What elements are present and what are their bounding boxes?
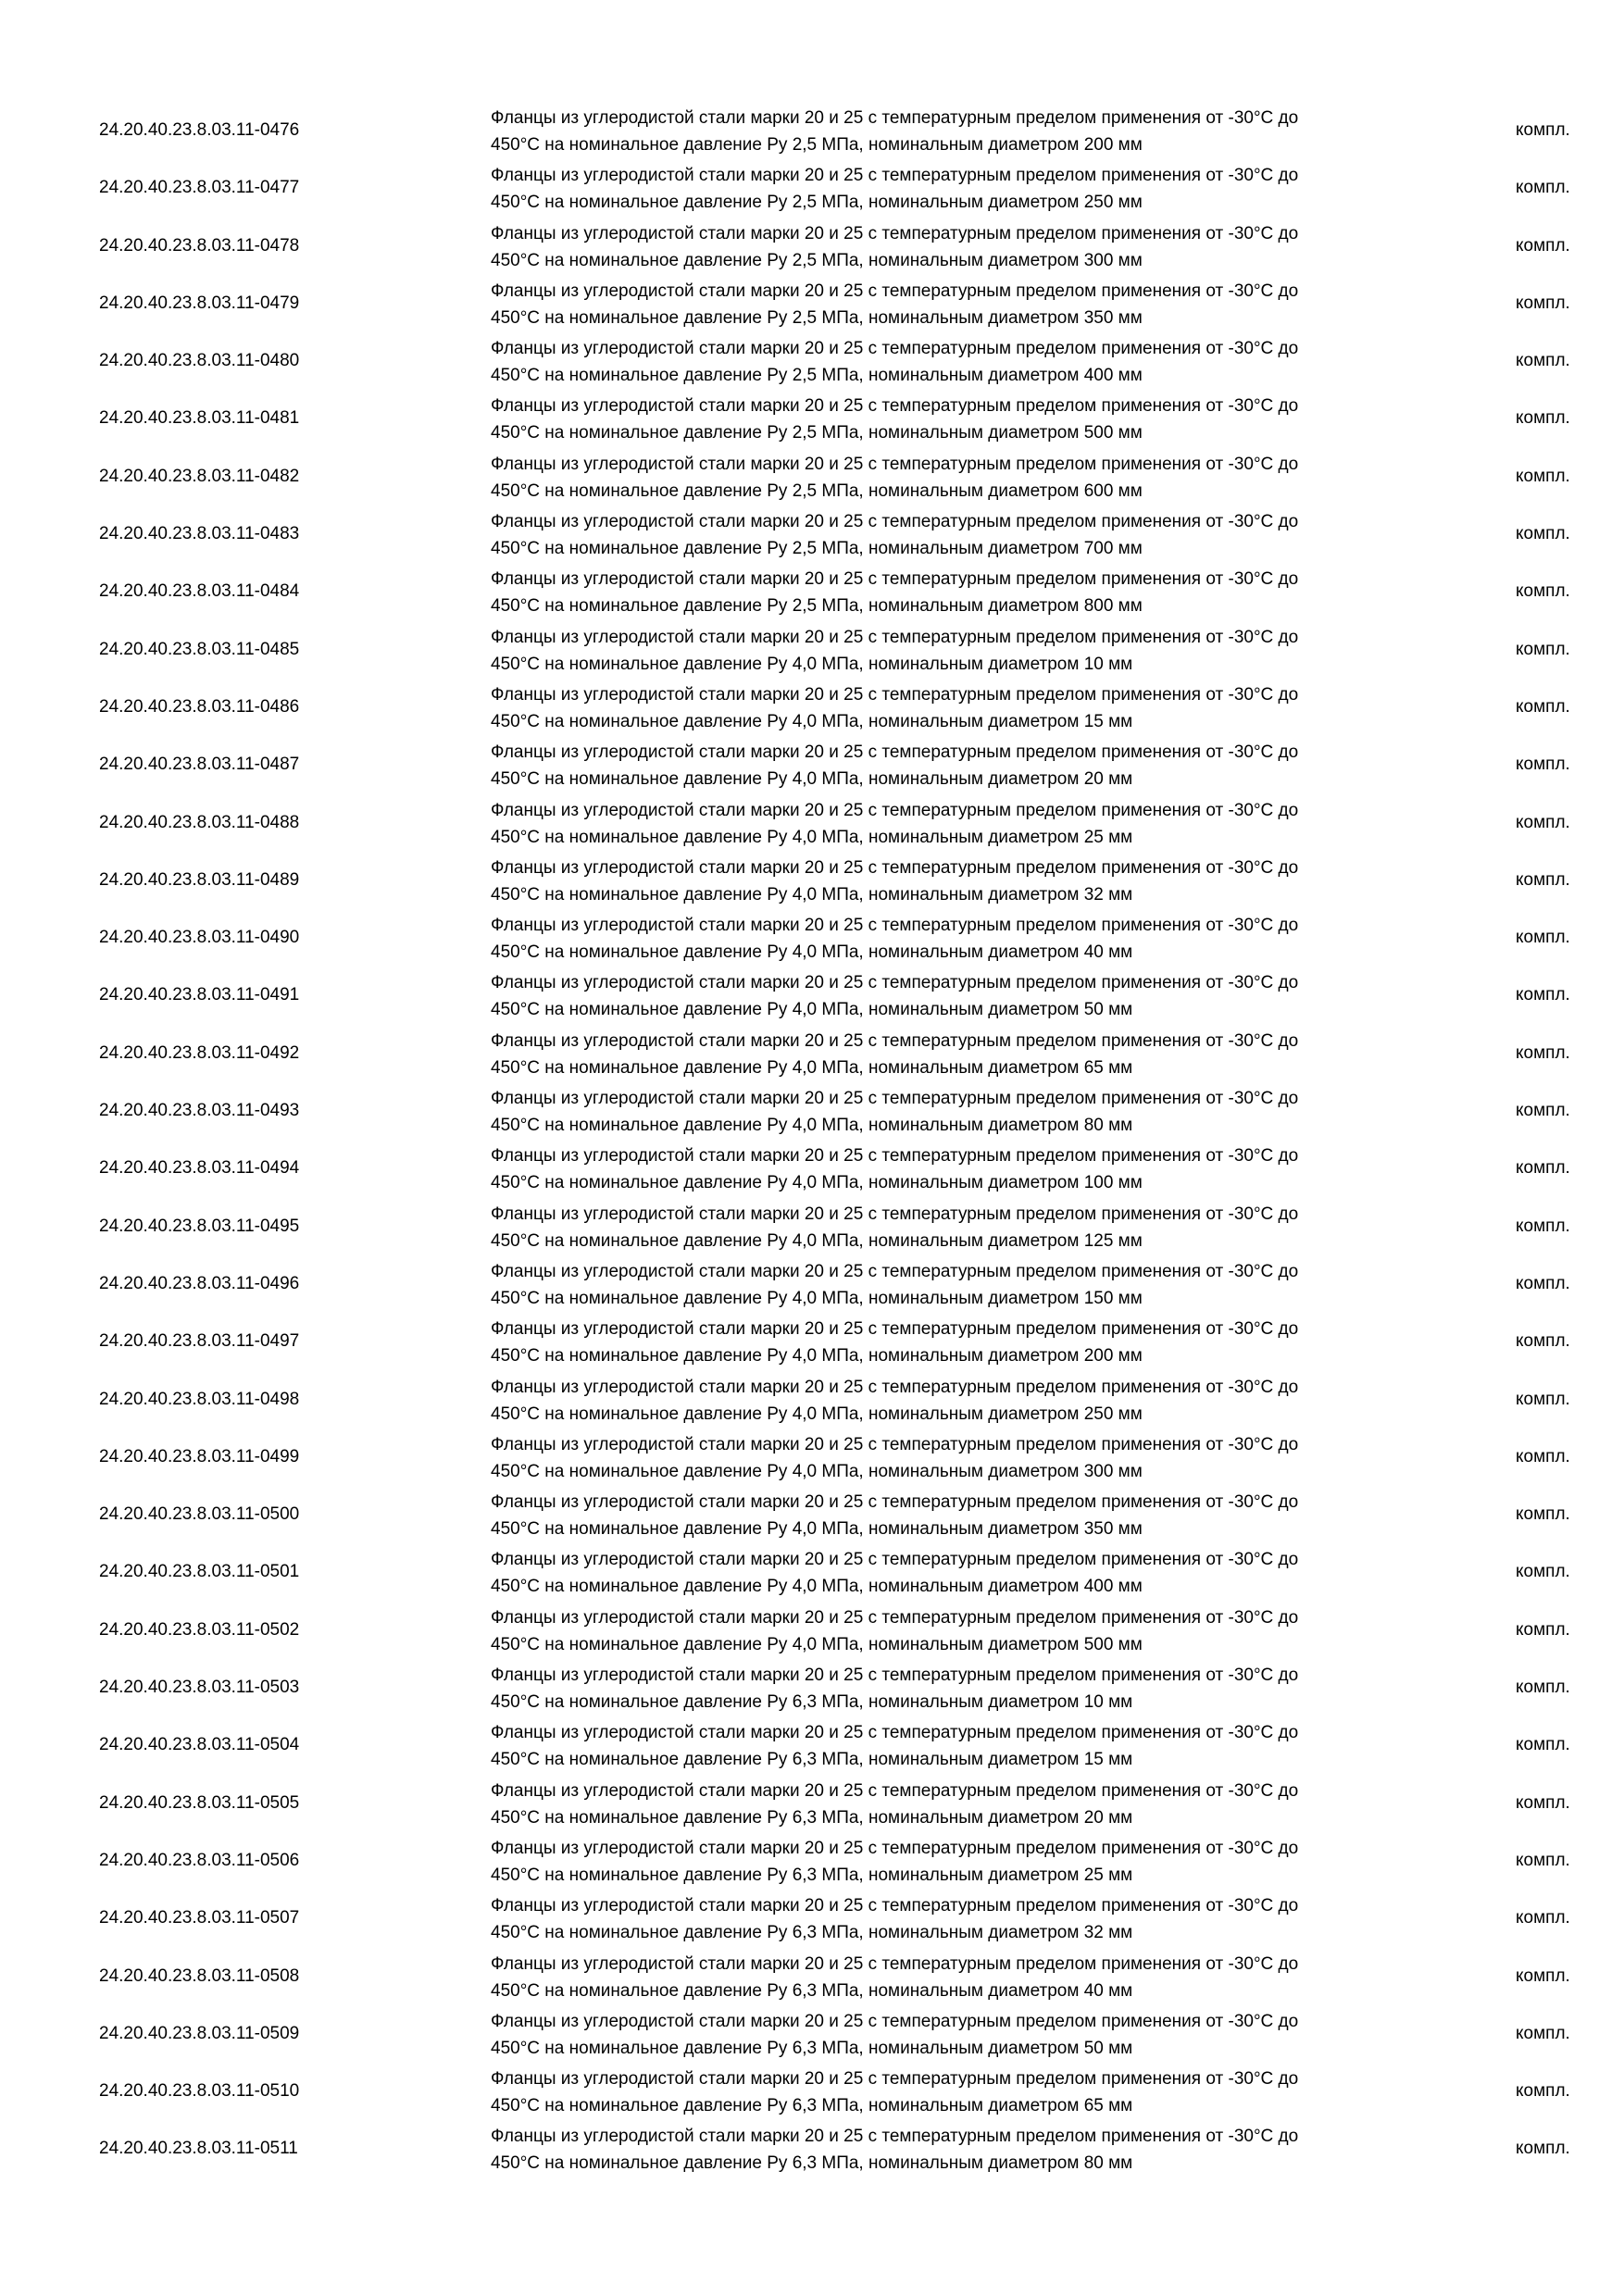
item-description-line-1: Фланцы из углеродистой стали марки 20 и 25 с температурным пределом применения от -30°С до	[491, 166, 1299, 186]
table-row	[0, 967, 1624, 1024]
item-code: 24.20.40.23.8.03.11-0484	[99, 581, 300, 602]
item-description-line-1: Фланцы из углеродистой стали марки 20 и 25 с температурным пределом применения от -30°С до	[491, 1896, 1299, 1916]
item-description-line-1: Фланцы из углеродистой стали марки 20 и 25 с температурным пределом применения от -30°С до	[491, 281, 1299, 301]
item-unit: компл.	[1516, 581, 1570, 602]
item-description	[491, 451, 1435, 505]
item-description-line-2: 450°С на номинальное давление Ру 2,5 МПа, номинальным диаметром 250 мм	[491, 193, 1143, 213]
item-description-line-2: 450°С на номинальное давление Ру 4,0 МПа, номинальным диаметром 50 мм	[491, 1000, 1133, 1020]
item-code: 24.20.40.23.8.03.11-0489	[99, 869, 300, 890]
item-code: 24.20.40.23.8.03.11-0491	[99, 985, 300, 1005]
item-description-line-2: 450°С на номинальное давление Ру 6,3 МПа, номинальным диаметром 32 мм	[491, 1923, 1133, 1943]
table-row	[0, 1716, 1624, 1774]
item-description-line-2: 450°С на номинальное давление Ру 4,0 МПа, номинальным диаметром 25 мм	[491, 827, 1133, 847]
item-description	[491, 2008, 1435, 2062]
item-description	[491, 393, 1435, 446]
item-description-line-1: Фланцы из углеродистой стали марки 20 и 25 с температурным пределом применения от -30°С до	[491, 684, 1299, 705]
item-description-line-2: 450°С на номинальное давление Ру 4,0 МПа, номинальным диаметром 20 мм	[491, 769, 1133, 790]
item-unit: компл.	[1516, 1792, 1570, 1813]
item-unit: компл.	[1516, 1965, 1570, 1986]
item-description	[491, 1374, 1435, 1428]
item-unit: компл.	[1516, 869, 1570, 890]
item-code: 24.20.40.23.8.03.11-0511	[99, 2139, 298, 2159]
item-code: 24.20.40.23.8.03.11-0486	[99, 696, 300, 717]
item-unit: компл.	[1516, 1216, 1570, 1236]
item-description-line-1: Фланцы из углеродистой стали марки 20 и 25 с температурным пределом применения от -30°С до	[491, 1030, 1299, 1051]
item-description-line-2: 450°С на номинальное давление Ру 4,0 МПа, номинальным диаметром 300 мм	[491, 1461, 1143, 1481]
item-description	[491, 566, 1435, 619]
item-description-line-1: Фланцы из углеродистой стали марки 20 и 25 с температурным пределом применения от -30°С до	[491, 1377, 1299, 1397]
item-description-line-1: Фланцы из углеродистой стали марки 20 и 25 с температурным пределом применения от -30°С до	[491, 1666, 1299, 1686]
item-description-line-1: Фланцы из углеродистой стали марки 20 и 25 с температурным пределом применения от -30°С до	[491, 1953, 1299, 1974]
item-code: 24.20.40.23.8.03.11-0500	[99, 1504, 300, 1525]
table-row	[0, 1602, 1624, 1659]
item-code: 24.20.40.23.8.03.11-0482	[99, 466, 300, 486]
item-description-line-1: Фланцы из углеродистой стали марки 20 и 25 с температурным пределом применения от -30°С до	[491, 1492, 1299, 1513]
table-row	[0, 1313, 1624, 1370]
item-unit: компл.	[1516, 293, 1570, 313]
table-row	[0, 1486, 1624, 1543]
table-row	[0, 909, 1624, 967]
item-description-line-2: 450°С на номинальное давление Ру 2,5 МПа, номинальным диаметром 400 мм	[491, 366, 1143, 386]
item-description-line-2: 450°С на номинальное давление Ру 4,0 МПа, номинальным диаметром 250 мм	[491, 1404, 1143, 1424]
item-description-line-1: Фланцы из углеродистой стали марки 20 и 25 с температурным пределом применения от -30°С до	[491, 2011, 1299, 2031]
table-row	[0, 1082, 1624, 1140]
price-list-table	[0, 102, 1624, 2178]
item-description	[491, 162, 1435, 216]
table-row	[0, 1775, 1624, 1832]
item-unit: компл.	[1516, 1101, 1570, 1121]
item-code: 24.20.40.23.8.03.11-0502	[99, 1619, 300, 1640]
item-description-line-1: Фланцы из углеродистой стали марки 20 и 25 с температурным пределом применения от -30°С до	[491, 512, 1299, 532]
item-description-line-2: 450°С на номинальное давление Ру 4,0 МПа, номинальным диаметром 350 мм	[491, 1519, 1143, 1540]
item-description-line-2: 450°С на номинальное давление Ру 6,3 МПа, номинальным диаметром 65 мм	[491, 2096, 1133, 2116]
item-description-line-2: 450°С на номинальное давление Ру 2,5 МПа, номинальным диаметром 700 мм	[491, 539, 1143, 559]
table-row	[0, 852, 1624, 909]
item-description-line-1: Фланцы из углеродистой стали марки 20 и 25 с температурным пределом применения от -30°С до	[491, 1550, 1299, 1570]
table-row	[0, 505, 1624, 563]
table-row	[0, 621, 1624, 679]
item-description-line-2: 450°С на номинальное давление Ру 4,0 МПа, номинальным диаметром 100 мм	[491, 1173, 1143, 1193]
item-description-line-1: Фланцы из углеродистой стали марки 20 и 25 с температурным пределом применения от -30°С до	[491, 396, 1299, 417]
item-description	[491, 624, 1435, 678]
item-description-line-2: 450°С на номинальное давление Ру 4,0 МПа, номинальным диаметром 40 мм	[491, 942, 1133, 963]
item-code: 24.20.40.23.8.03.11-0480	[99, 351, 300, 371]
item-unit: компл.	[1516, 524, 1570, 544]
table-row	[0, 218, 1624, 275]
table-row	[0, 1198, 1624, 1255]
item-code: 24.20.40.23.8.03.11-0499	[99, 1446, 300, 1466]
item-description	[491, 1489, 1435, 1542]
item-description-line-2: 450°С на номинальное давление Ру 4,0 МПа, номинальным диаметром 125 мм	[491, 1230, 1143, 1251]
table-row	[0, 1429, 1624, 1486]
item-description-line-1: Фланцы из углеродистой стали марки 20 и 25 с температурным пределом применения от -30°С до	[491, 1838, 1299, 1858]
item-code: 24.20.40.23.8.03.11-0478	[99, 235, 300, 256]
item-description-line-1: Фланцы из углеродистой стали марки 20 и 25 с температурным пределом применения от -30°С до	[491, 1319, 1299, 1340]
item-description-line-1: Фланцы из углеродистой стали марки 20 и 25 с температурным пределом применения от -30°С до	[491, 800, 1299, 820]
table-row	[0, 679, 1624, 736]
item-description	[491, 220, 1435, 274]
item-code: 24.20.40.23.8.03.11-0497	[99, 1331, 300, 1352]
item-description	[491, 508, 1435, 562]
item-code: 24.20.40.23.8.03.11-0492	[99, 1042, 300, 1063]
item-description-line-1: Фланцы из углеродистой стали марки 20 и 25 с температурным пределом применения от -30°С до	[491, 1607, 1299, 1628]
item-description-line-2: 450°С на номинальное давление Ру 6,3 МПа, номинальным диаметром 40 мм	[491, 1980, 1133, 2001]
item-description-line-2: 450°С на номинальное давление Ру 2,5 МПа, номинальным диаметром 350 мм	[491, 307, 1143, 328]
item-code: 24.20.40.23.8.03.11-0494	[99, 1158, 300, 1179]
table-row	[0, 1832, 1624, 1890]
item-description	[491, 335, 1435, 389]
item-description	[491, 1546, 1435, 1600]
table-row	[0, 1659, 1624, 1716]
item-unit: компл.	[1516, 2023, 1570, 2043]
item-description-line-2: 450°С на номинальное давление Ру 4,0 МПа, номинальным диаметром 15 мм	[491, 711, 1133, 731]
item-unit: компл.	[1516, 1042, 1570, 1063]
item-unit: компл.	[1516, 2139, 1570, 2159]
item-code: 24.20.40.23.8.03.11-0481	[99, 408, 300, 429]
item-description	[491, 681, 1435, 735]
item-unit: компл.	[1516, 1331, 1570, 1352]
table-row	[0, 2005, 1624, 2063]
item-unit: компл.	[1516, 1158, 1570, 1179]
item-description	[491, 1085, 1435, 1139]
item-description	[491, 1951, 1435, 2004]
item-description-line-2: 450°С на номинальное давление Ру 4,0 МПа, номинальным диаметром 200 мм	[491, 1346, 1143, 1366]
item-unit: компл.	[1516, 1446, 1570, 1466]
item-code: 24.20.40.23.8.03.11-0487	[99, 755, 300, 775]
item-unit: компл.	[1516, 178, 1570, 198]
item-description	[491, 797, 1435, 851]
item-unit: компл.	[1516, 985, 1570, 1005]
table-row	[0, 1255, 1624, 1313]
item-unit: компл.	[1516, 1504, 1570, 1525]
item-description	[491, 1778, 1435, 1831]
item-code: 24.20.40.23.8.03.11-0506	[99, 1850, 300, 1870]
table-row	[0, 563, 1624, 620]
table-row	[0, 448, 1624, 505]
item-unit: компл.	[1516, 755, 1570, 775]
item-description-line-2: 450°С на номинальное давление Ру 4,0 МПа, номинальным диаметром 65 мм	[491, 1057, 1133, 1078]
table-row	[0, 275, 1624, 332]
item-code: 24.20.40.23.8.03.11-0488	[99, 812, 300, 832]
item-description	[491, 1662, 1435, 1716]
item-code: 24.20.40.23.8.03.11-0503	[99, 1678, 300, 1698]
item-description	[491, 855, 1435, 908]
item-code: 24.20.40.23.8.03.11-0479	[99, 293, 300, 313]
item-description-line-1: Фланцы из углеродистой стали марки 20 и 25 с температурным пределом применения от -30°С до	[491, 1146, 1299, 1167]
table-row	[0, 1890, 1624, 1947]
table-row	[0, 390, 1624, 447]
item-unit: компл.	[1516, 1273, 1570, 1293]
item-code: 24.20.40.23.8.03.11-0504	[99, 1735, 300, 1755]
item-description-line-2: 450°С на номинальное давление Ру 4,0 МПа, номинальным диаметром 150 мм	[491, 1288, 1143, 1308]
item-description	[491, 739, 1435, 792]
item-description-line-1: Фланцы из углеродистой стали марки 20 и 25 с температурным пределом применения от -30°С до	[491, 627, 1299, 647]
item-code: 24.20.40.23.8.03.11-0510	[99, 2081, 300, 2102]
item-description-line-1: Фланцы из углеродистой стали марки 20 и 25 с температурным пределом применения от -30°С до	[491, 973, 1299, 993]
item-description-line-2: 450°С на номинальное давление Ру 2,5 МПа, номинальным диаметром 500 мм	[491, 423, 1143, 443]
item-unit: компл.	[1516, 408, 1570, 429]
table-row	[0, 794, 1624, 852]
item-description-line-1: Фланцы из углеродистой стали марки 20 и 25 с температурным пределом применения от -30°С до	[491, 1780, 1299, 1801]
item-description	[491, 2065, 1435, 2119]
item-description-line-2: 450°С на номинальное давление Ру 4,0 МПа, номинальным диаметром 10 мм	[491, 654, 1133, 674]
item-code: 24.20.40.23.8.03.11-0509	[99, 2023, 300, 2043]
item-description-line-2: 450°С на номинальное давление Ру 2,5 МПа, номинальным диаметром 800 мм	[491, 596, 1143, 617]
item-code: 24.20.40.23.8.03.11-0501	[99, 1562, 300, 1582]
item-description	[491, 1316, 1435, 1369]
item-description	[491, 1201, 1435, 1254]
item-description	[491, 1604, 1435, 1658]
item-description-line-1: Фланцы из углеродистой стали марки 20 и 25 с температурным пределом применения от -30°С до	[491, 1434, 1299, 1454]
item-unit: компл.	[1516, 1735, 1570, 1755]
item-description	[491, 2123, 1435, 2177]
table-row	[0, 1371, 1624, 1429]
item-unit: компл.	[1516, 466, 1570, 486]
item-unit: компл.	[1516, 351, 1570, 371]
item-description-line-1: Фланцы из углеродистой стали марки 20 и 25 с температурным пределом применения от -30°С до	[491, 223, 1299, 243]
item-description	[491, 1258, 1435, 1312]
item-unit: компл.	[1516, 2081, 1570, 2102]
item-unit: компл.	[1516, 1678, 1570, 1698]
item-code: 24.20.40.23.8.03.11-0490	[99, 928, 300, 948]
table-row	[0, 2063, 1624, 2120]
item-unit: компл.	[1516, 696, 1570, 717]
item-description-line-1: Фланцы из углеродистой стали марки 20 и 25 с температурным пределом применения от -30°С до	[491, 1089, 1299, 1109]
table-row	[0, 2120, 1624, 2177]
item-unit: компл.	[1516, 1850, 1570, 1870]
item-description	[491, 278, 1435, 331]
table-row	[0, 159, 1624, 217]
item-description-line-2: 450°С на номинальное давление Ру 4,0 МПа, номинальным диаметром 32 мм	[491, 884, 1133, 905]
item-description	[491, 1835, 1435, 1889]
item-description	[491, 969, 1435, 1023]
item-description-line-2: 450°С на номинальное давление Ру 6,3 МПа, номинальным диаметром 80 мм	[491, 2153, 1133, 2174]
item-description-line-1: Фланцы из углеродистой стали марки 20 и 25 с температурным пределом применения от -30°С до	[491, 569, 1299, 590]
item-unit: компл.	[1516, 120, 1570, 140]
item-description	[491, 1719, 1435, 1773]
item-description-line-2: 450°С на номинальное давление Ру 4,0 МПа, номинальным диаметром 400 мм	[491, 1577, 1143, 1597]
item-description-line-1: Фланцы из углеродистой стали марки 20 и 25 с температурным пределом применения от -30°С до	[491, 742, 1299, 763]
item-code: 24.20.40.23.8.03.11-0495	[99, 1216, 300, 1236]
item-description-line-2: 450°С на номинальное давление Ру 2,5 МПа, номинальным диаметром 300 мм	[491, 250, 1143, 270]
table-row	[0, 1948, 1624, 2005]
item-description	[491, 1028, 1435, 1081]
item-unit: компл.	[1516, 812, 1570, 832]
item-description-line-1: Фланцы из углеродистой стали марки 20 и 25 с температурным пределом применения от -30°С до	[491, 1723, 1299, 1743]
item-description-line-1: Фланцы из углеродистой стали марки 20 и 25 с температурным пределом применения от -30°С до	[491, 339, 1299, 359]
table-row	[0, 1140, 1624, 1197]
item-code: 24.20.40.23.8.03.11-0507	[99, 1908, 300, 1928]
item-description-line-1: Фланцы из углеродистой стали марки 20 и 25 с температурным пределом применения от -30°С до	[491, 916, 1299, 936]
item-code: 24.20.40.23.8.03.11-0477	[99, 178, 300, 198]
item-description-line-2: 450°С на номинальное давление Ру 6,3 МПа, номинальным диаметром 50 мм	[491, 2038, 1133, 2058]
item-description-line-1: Фланцы из углеродистой стали марки 20 и 25 с температурным пределом применения от -30°С до	[491, 2127, 1299, 2147]
item-code: 24.20.40.23.8.03.11-0498	[99, 1389, 300, 1409]
item-description-line-1: Фланцы из углеродистой стали марки 20 и 25 с температурным пределом применения от -30°С до	[491, 454, 1299, 474]
item-unit: компл.	[1516, 639, 1570, 659]
item-description	[491, 105, 1435, 158]
item-unit: компл.	[1516, 928, 1570, 948]
item-description	[491, 1142, 1435, 1196]
item-description-line-2: 450°С на номинальное давление Ру 4,0 МПа, номинальным диаметром 500 мм	[491, 1634, 1143, 1654]
item-code: 24.20.40.23.8.03.11-0505	[99, 1792, 300, 1813]
item-description-line-2: 450°С на номинальное давление Ру 6,3 МПа, номинальным диаметром 15 мм	[491, 1750, 1133, 1770]
item-code: 24.20.40.23.8.03.11-0476	[99, 120, 300, 140]
item-code: 24.20.40.23.8.03.11-0493	[99, 1101, 300, 1121]
item-code: 24.20.40.23.8.03.11-0483	[99, 524, 300, 544]
item-description-line-2: 450°С на номинальное давление Ру 2,5 МПа, номинальным диаметром 200 мм	[491, 135, 1143, 155]
item-unit: компл.	[1516, 1389, 1570, 1409]
item-code: 24.20.40.23.8.03.11-0496	[99, 1273, 300, 1293]
item-description-line-1: Фланцы из углеродистой стали марки 20 и 25 с температурным пределом применения от -30°С до	[491, 857, 1299, 878]
item-description-line-1: Фланцы из углеродистой стали марки 20 и 25 с температурным пределом применения от -30°С до	[491, 1261, 1299, 1281]
table-row	[0, 102, 1624, 159]
table-row	[0, 332, 1624, 390]
item-description-line-2: 450°С на номинальное давление Ру 6,3 МПа, номинальным диаметром 20 мм	[491, 1807, 1133, 1828]
item-code: 24.20.40.23.8.03.11-0508	[99, 1965, 300, 1986]
item-unit: компл.	[1516, 1619, 1570, 1640]
item-description-line-1: Фланцы из углеродистой стали марки 20 и 25 с температурным пределом применения от -30°С до	[491, 1204, 1299, 1224]
item-description-line-1: Фланцы из углеродистой стали марки 20 и 25 с температурным пределом применения от -30°С до	[491, 108, 1299, 128]
item-description-line-2: 450°С на номинальное давление Ру 6,3 МПа, номинальным диаметром 10 мм	[491, 1692, 1133, 1713]
item-description	[491, 1892, 1435, 1946]
item-description-line-2: 450°С на номинальное давление Ру 4,0 МПа, номинальным диаметром 80 мм	[491, 1116, 1133, 1136]
item-code: 24.20.40.23.8.03.11-0485	[99, 639, 300, 659]
item-description	[491, 1431, 1435, 1485]
item-description-line-2: 450°С на номинальное давление Ру 2,5 МПа, номинальным диаметром 600 мм	[491, 480, 1143, 501]
table-row	[0, 1025, 1624, 1082]
table-row	[0, 736, 1624, 793]
item-unit: компл.	[1516, 1562, 1570, 1582]
table-row	[0, 1543, 1624, 1601]
item-description	[491, 912, 1435, 966]
item-description-line-1: Фланцы из углеродистой стали марки 20 и 25 с температурным пределом применения от -30°С до	[491, 2069, 1299, 2090]
item-unit: компл.	[1516, 1908, 1570, 1928]
item-description-line-2: 450°С на номинальное давление Ру 6,3 МПа, номинальным диаметром 25 мм	[491, 1865, 1133, 1885]
item-unit: компл.	[1516, 235, 1570, 256]
